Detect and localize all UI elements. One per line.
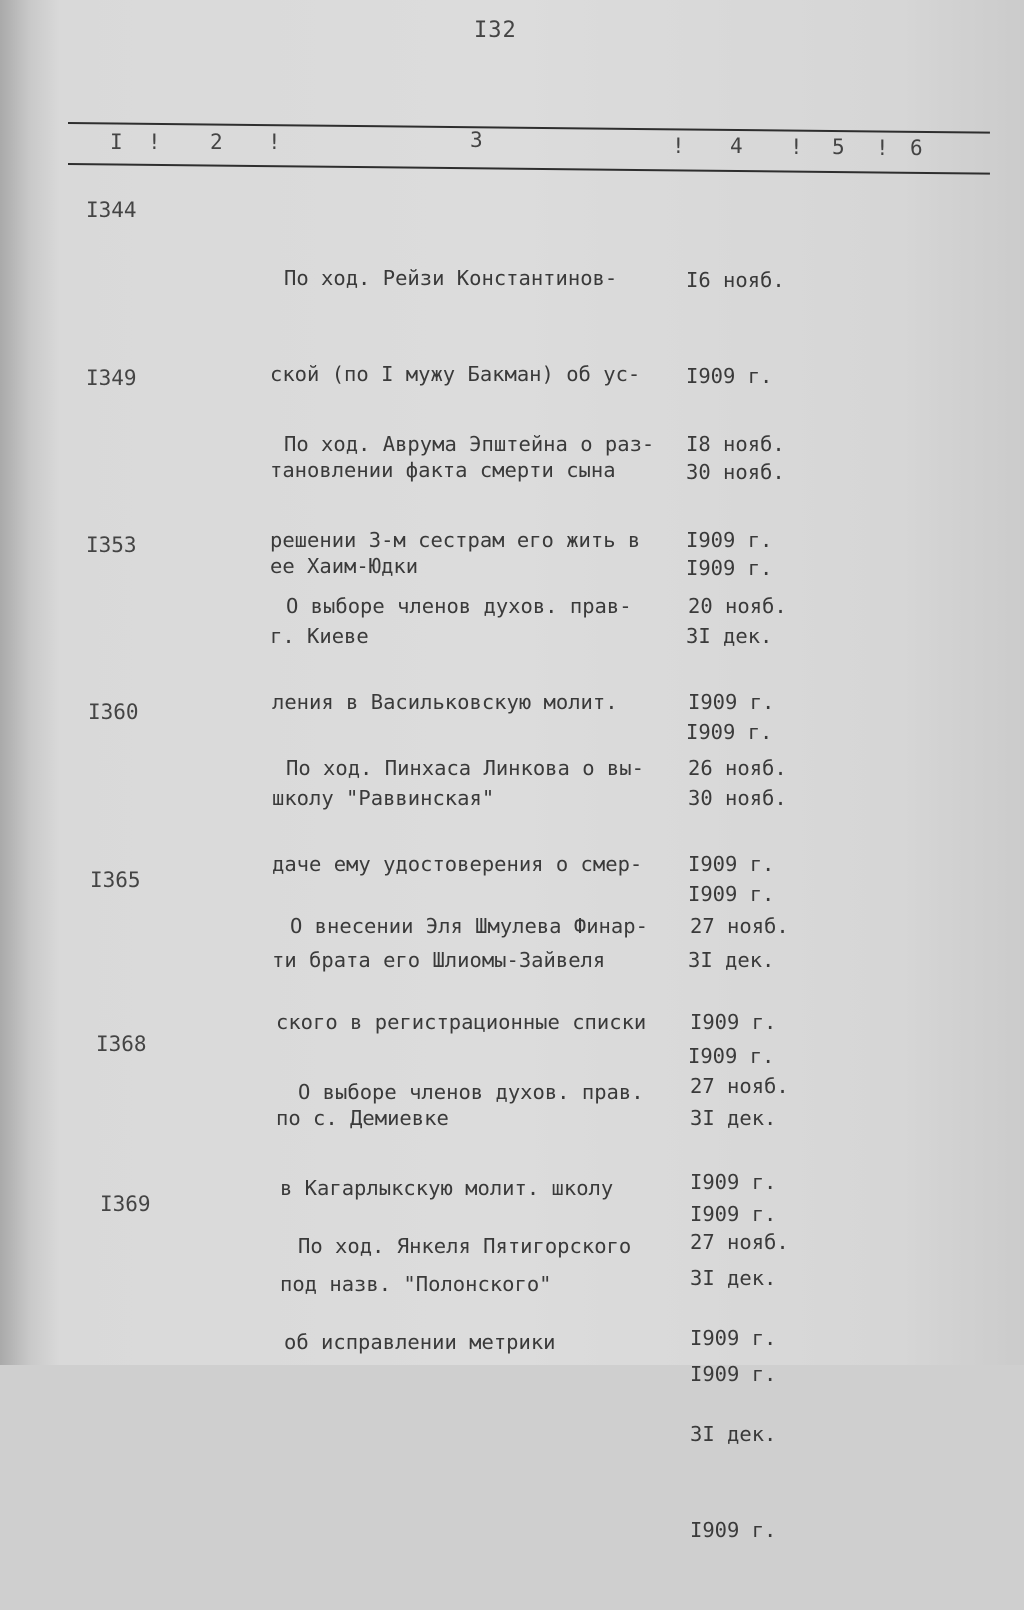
column-header-3: 3 (470, 128, 483, 152)
date-line: 27 нояб. (690, 914, 789, 938)
date-line: I909 г. (690, 1362, 777, 1386)
date-line: 26 нояб. (688, 756, 787, 780)
description-line: тановлении факта смерти сына (270, 458, 616, 482)
description-line: По ход. Пинхаса Линкова о вы- (286, 756, 644, 780)
description-line: решении 3-м сестрам его жить в (270, 528, 641, 552)
description-line: ской (по I мужу Бакман) об ус- (270, 362, 641, 386)
description-line: под назв. "Полонского" (280, 1272, 552, 1296)
date-line: I909 г. (690, 1170, 777, 1194)
table-top-rule (68, 122, 990, 134)
date-line: I909 г. (688, 1044, 775, 1068)
entry-number: I365 (90, 868, 141, 892)
description-line: школу "Раввинская" (272, 786, 495, 810)
date-line: 27 нояб. (690, 1230, 789, 1254)
column-header-5: 5 (832, 135, 845, 159)
date-line: I909 г. (686, 364, 773, 388)
date-line: I909 г. (688, 882, 775, 906)
description-line: О выборе членов духов. прав- (286, 594, 632, 618)
description-line: в Кагарлыкскую молит. школу (280, 1176, 614, 1200)
date-line: 27 нояб. (690, 1074, 789, 1098)
column-header-4: 4 (730, 134, 743, 158)
date-line: I909 г. (686, 720, 773, 744)
date-line: 3I дек. (690, 1266, 777, 1290)
date-line: I909 г. (690, 1202, 777, 1226)
date-line: 3I дек. (690, 1106, 777, 1130)
description-line: ее Хаим-Юдки (270, 554, 419, 578)
date-line: I6 нояб. (686, 268, 785, 292)
date-line: I909 г. (690, 1326, 777, 1350)
description-line: г. Киеве (270, 624, 369, 648)
column-separator: ! (790, 135, 803, 159)
entry-number: I369 (100, 1192, 151, 1216)
description-line: По ход. Янкеля Пятигорского (298, 1234, 632, 1258)
description-line: даче ему удостоверения о смер- (272, 852, 643, 876)
date-line: I909 г. (688, 852, 775, 876)
date-line: 30 нояб. (686, 460, 785, 484)
entry-number: I353 (86, 533, 137, 557)
entry-number: I349 (86, 366, 137, 390)
date-line: 3I дек. (688, 948, 775, 972)
column-separator: ! (672, 134, 685, 158)
date-line: I909 г. (688, 690, 775, 714)
description-line: об исправлении метрики (284, 1330, 556, 1354)
date-line: I909 г. (690, 1518, 777, 1542)
entry-description (284, 1166, 631, 1422)
description-line: По ход. Аврума Эпштейна о раз- (284, 432, 655, 456)
date-line: I8 нояб. (686, 432, 785, 456)
entry-number: I360 (88, 700, 139, 724)
entry-dates (690, 1162, 789, 1610)
column-header-6: 6 (910, 136, 923, 160)
description-line: По ход. Рейзи Константинов- (284, 266, 618, 290)
column-separator: ! (876, 136, 889, 160)
entry-number: I368 (96, 1032, 147, 1056)
table-header-rule (68, 163, 990, 175)
column-header-1: I (110, 130, 123, 154)
column-separator: ! (268, 130, 281, 154)
entry-number: I344 (86, 198, 137, 222)
description-line: ского в регистрационные списки (276, 1010, 647, 1034)
description-line: ти брата его Шлиомы-Зайвеля (272, 948, 606, 972)
column-header-2: 2 (210, 130, 223, 154)
description-line: по с. Демиевке (276, 1106, 449, 1130)
date-line: I909 г. (690, 1010, 777, 1034)
date-line: 3I дек. (686, 624, 773, 648)
description-line: ления в Васильковскую молит. (272, 690, 618, 714)
column-separator: ! (148, 130, 161, 154)
description-line: О выборе членов духов. прав. (298, 1080, 644, 1104)
date-line: 3I дек. (690, 1422, 777, 1446)
date-line: I909 г. (686, 528, 773, 552)
description-line: О внесении Эля Шмулева Финар- (290, 914, 648, 938)
date-line: 20 нояб. (688, 594, 787, 618)
date-line: 30 нояб. (688, 786, 787, 810)
page-number: I32 (474, 18, 517, 43)
date-line: I909 г. (686, 556, 773, 580)
